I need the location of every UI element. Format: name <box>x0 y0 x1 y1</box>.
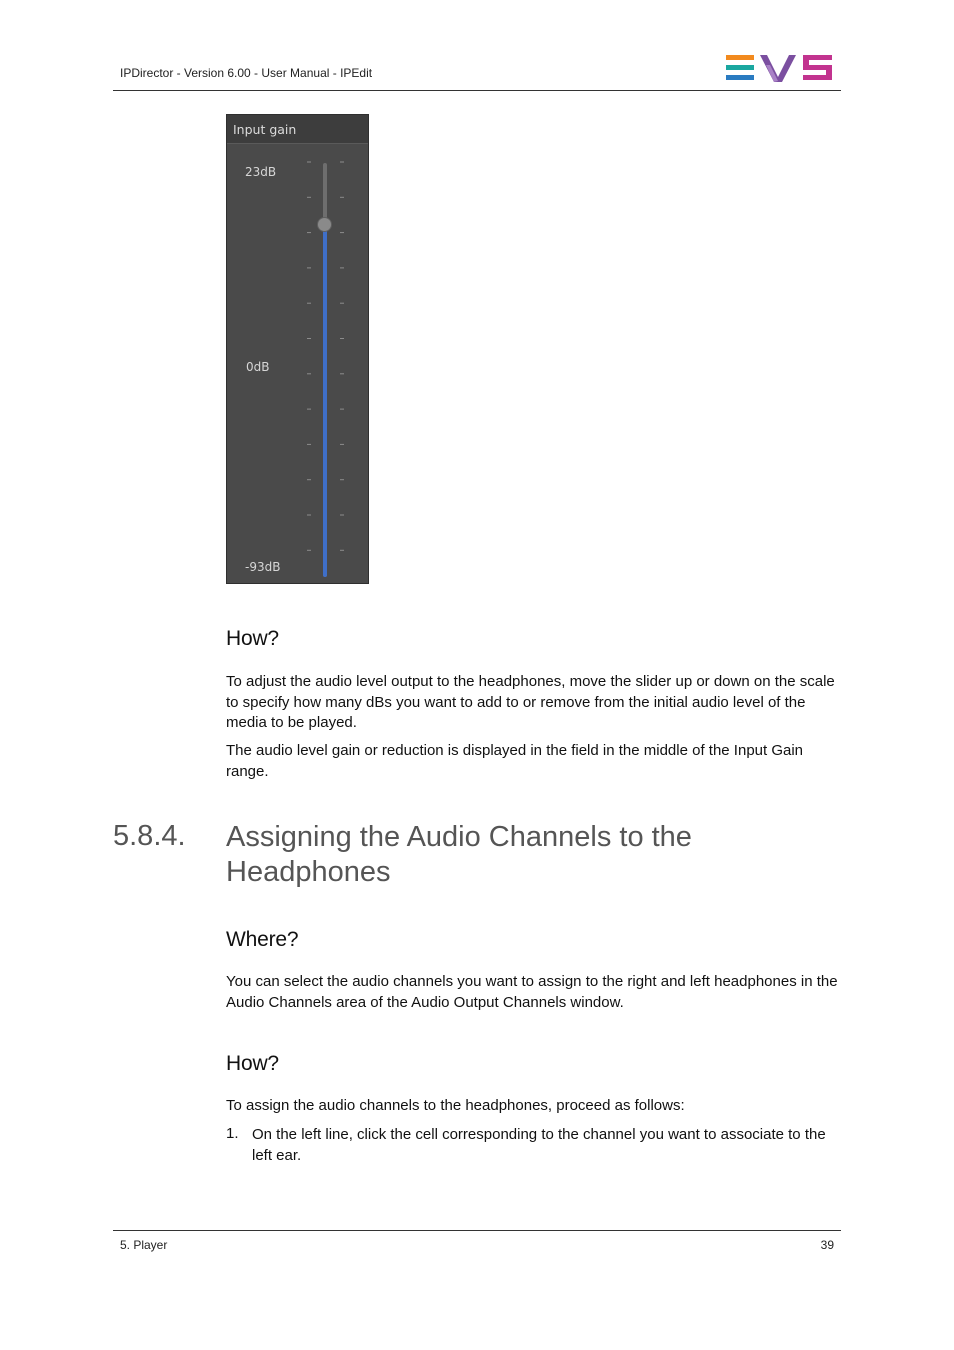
input-gain-panel <box>226 114 369 584</box>
where-paragraph: You can select the audio channels you want to assign to the right and left headphones in the Audio Channels area of the Audio Output Channels window. <box>226 973 838 1011</box>
page-number: 39 <box>820 1238 834 1252</box>
panel-title: Input gain <box>227 115 368 144</box>
slider-fill <box>323 225 327 577</box>
slider-thumb[interactable] <box>317 217 332 232</box>
header-title: IPDirector - Version 6.00 - User Manual - IPEdit <box>120 66 373 80</box>
max-gain-label: 23dB <box>245 165 277 179</box>
section-title: Assigning the Audio Channels to the Headphones <box>226 821 692 888</box>
header-divider <box>113 90 841 91</box>
footer-divider <box>113 1230 841 1231</box>
how2-heading: How? <box>226 1052 279 1075</box>
step-text: On the left line, click the cell corresponding to the channel you want to associate to the left ear. <box>252 1126 826 1164</box>
footer-chapter: 5. Player <box>120 1238 168 1252</box>
where-heading: Where? <box>226 928 299 951</box>
how-paragraph-2: The audio level gain or reduction is displayed in the field in the middle of the Input Gain range. <box>226 742 804 780</box>
zero-gain-label: 0dB <box>246 360 270 374</box>
how2-paragraph: To assign the audio channels to the headphones, proceed as follows: <box>226 1097 685 1114</box>
how-heading: How? <box>226 627 279 650</box>
step-number: 1. <box>226 1125 239 1142</box>
how-paragraph-1: To adjust the audio level output to the headphones, move the slider up or down on the scale to specify how many dBs you want to add to or remove from the initial audio level of the media to be played. <box>226 673 835 731</box>
min-gain-label: -93dB <box>245 560 281 574</box>
gain-scale-ticks <box>227 115 370 585</box>
section-number: 5.8.4. <box>113 820 186 852</box>
evs-logo <box>726 53 834 83</box>
